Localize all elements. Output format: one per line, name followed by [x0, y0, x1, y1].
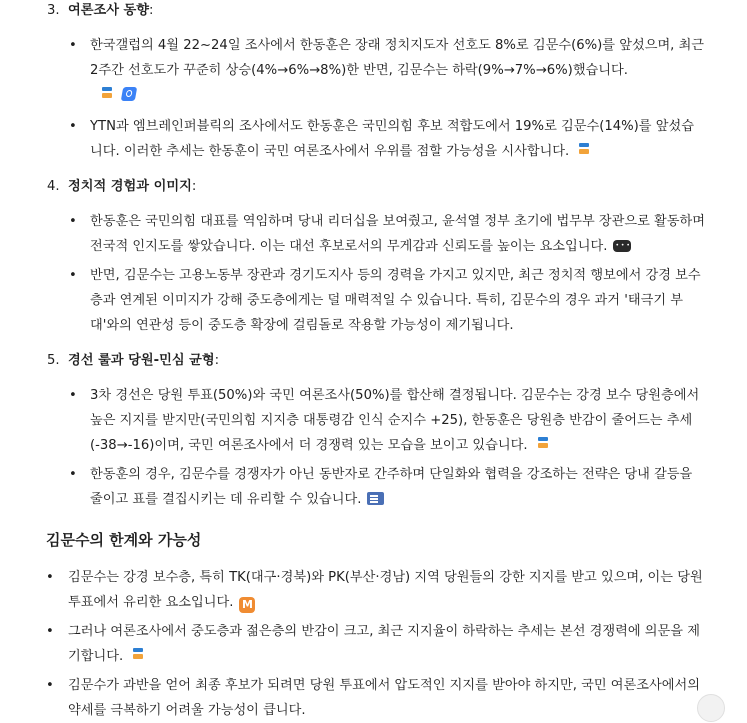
list-item	[0, 673, 747, 723]
section-number: 5.	[47, 353, 60, 368]
list-item	[0, 209, 747, 259]
bullet-dot: •	[69, 467, 77, 482]
section-heading: 3. 여론조사 동향:	[0, 0, 747, 23]
section-title: 여론조사 동향	[68, 3, 150, 18]
bullet-dot: •	[69, 388, 77, 403]
bullet-list	[0, 383, 747, 512]
perplexity-icon[interactable]	[131, 648, 145, 662]
list-item-text: 반면, 김문수는 고용노동부 장관과 경기도지사 등의 경력을 가지고 있지만, 최근 정치적 행보에서 강경 보수층과 연계된 이미지가 강해 중도층에게는 덜 매력적일 수 있습니다. 특히, 김문수의 경우 과거 '태극기 부대'와의 연관성 등이 중도층 확장에 걸림돌로 작용할 가능성이 제기됩니다.	[90, 268, 701, 333]
bullet-list	[0, 33, 747, 164]
section-number: 4.	[47, 179, 60, 194]
section-heading: 4. 정치적 경험과 이미지:	[0, 174, 747, 199]
bullet-dot: •	[46, 624, 54, 639]
section-5	[0, 348, 747, 512]
list-item	[0, 33, 747, 108]
perplexity-icon[interactable]	[577, 143, 591, 157]
bullet-dot: •	[69, 119, 77, 134]
section-number: 3.	[47, 3, 60, 18]
scroll-down-button[interactable]	[697, 694, 725, 722]
section-heading: 5. 경선 룰과 당원-민심 균형:	[0, 348, 747, 373]
bullet-dot: •	[69, 214, 77, 229]
list-item	[0, 114, 747, 164]
list-item	[0, 462, 747, 512]
bullet-dot: •	[69, 38, 77, 53]
bullet-list	[0, 209, 747, 338]
list-item-text: 김문수가 과반을 얻어 최종 후보가 되려면 당원 투표에서 압도적인 지지를 받아야 하지만, 국민 여론조사에서의 약세를 극복하기 어려울 가능성이 큽니다.	[68, 678, 700, 718]
bullet-list	[0, 565, 747, 723]
list-item-text: 그러나 여론조사에서 중도층과 젊은층의 반감이 크고, 최근 지지율이 하락하는 추세는 본선 경쟁력에 의문을 제기합니다.	[68, 624, 700, 664]
perplexity-icon[interactable]	[536, 437, 550, 451]
list-item-text: 3차 경선은 당원 투표(50%)와 국민 여론조사(50%)를 합산해 결정됩니다. 김문수는 강경 보수 당원층에서 높은 지지를 받지만(국민의힘 지지층 대통령감 인식 순지수 +25), 한동훈은 당원층 반감이 줄어드는 추세(-38→-16)이며, 국민 여론조사에서 더 경쟁력 있는 모습을 보이고 있습니다.	[90, 388, 700, 453]
bullet-dot: •	[46, 570, 54, 585]
kbc-icon[interactable]	[613, 240, 631, 252]
m-icon[interactable]: M	[239, 597, 255, 613]
limits-section	[0, 528, 747, 723]
list-item	[0, 383, 747, 458]
list-item-text: YTN과 엠브레인퍼블릭의 조사에서도 한동훈은 국민의힘 후보 적합도에서 19%로 김문수(14%)를 앞섰습니다. 이러한 추세는 한동훈이 국민 여론조사에서 우위를 점할 가능성을 시사합니다.	[90, 119, 694, 159]
perplexity-icon[interactable]	[100, 87, 114, 101]
list-item	[0, 619, 747, 669]
list-item-text: 김문수는 강경 보수층, 특히 TK(대구·경북)와 PK(부산·경남) 지역 당원들의 강한 지지를 받고 있으며, 이는 당원 투표에서 유리한 요소입니다.	[68, 570, 703, 610]
section-title: 경선 룰과 당원-민심 균형	[68, 353, 215, 368]
bullet-dot: •	[46, 678, 54, 693]
list-item	[0, 263, 747, 338]
list-item-text: 한동훈은 국민의힘 대표를 역임하며 당내 리더십을 보여줬고, 윤석열 정부 초기에 법무부 장관으로 활동하며 전국적 인지도를 쌓았습니다. 이는 대선 후보로서의 무게감과 신뢰도를 높이는 요소입니다.	[90, 214, 706, 254]
section-title: 정치적 경험과 이미지	[68, 179, 192, 194]
section-3	[0, 0, 747, 164]
section-4	[0, 174, 747, 338]
news-icon[interactable]	[367, 492, 384, 505]
list-item	[0, 565, 747, 615]
list-item-text: 한동훈의 경우, 김문수를 경쟁자가 아닌 동반자로 간주하며 단일화와 협력을 강조하는 전략은 당내 갈등을 줄이고 표를 결집시키는 데 유리할 수 있습니다.	[90, 467, 693, 507]
bullet-dot: •	[69, 268, 77, 283]
list-item-text: 한국갤럽의 4월 22~24일 조사에서 한동훈은 장래 정치지도자 선호도 8%로 김문수(6%)를 앞섰으며, 최근 2주간 선호도가 꾸준히 상승(4%→6%→8%)한 반면, 김문수는 하락(9%→7%→6%)했습니다.	[90, 38, 705, 78]
section-heading: 김문수의 한계와 가능성	[46, 531, 202, 549]
shield-icon[interactable]	[121, 87, 137, 101]
